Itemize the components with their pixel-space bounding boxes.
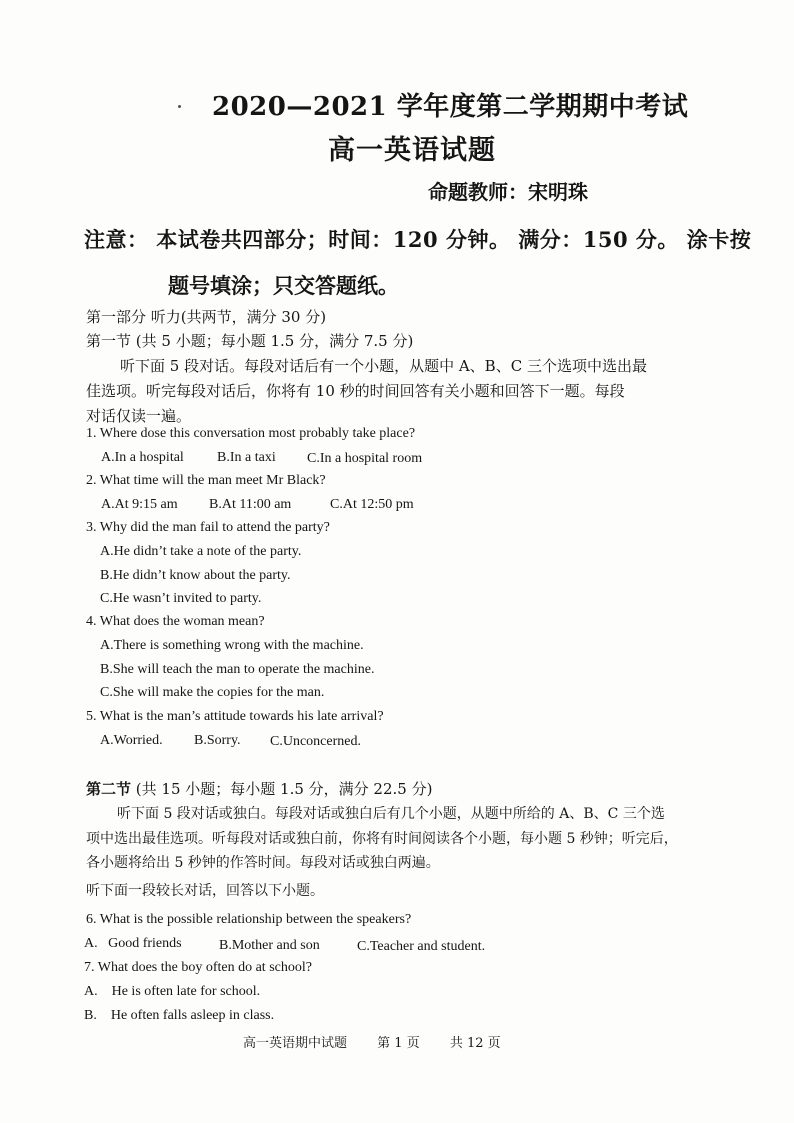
question-4-option-b: B.She will teach the man to operate the machine. (100, 662, 375, 677)
footer-total-pages: 共 12 页 (449, 1036, 501, 1051)
question-6-stem: 6. What is the possible relationship between the speakers? (86, 912, 412, 927)
section-2-instructions-2: 项中选出最佳选项。听每段对话或独白前，你将有时间阅读各个小题，每小题 5 秒钟；听完后， (86, 831, 678, 847)
part-1-heading: 第一部分 听力(共两节，满分 30 分) (86, 308, 327, 326)
section-2-instructions-3: 各小题将给出 5 秒钟的作答时间。每段对话或独白两遍。 (86, 855, 440, 871)
question-5-option-a: A.Worried. (100, 733, 163, 748)
question-5-option-c: C.Unconcerned. (270, 734, 361, 749)
exam-title: 2020—2021 学年度第二学期期中考试 (212, 92, 689, 122)
notice-line-1: 注意： 本试卷共四部分；时间：120 分钟。 满分：150 分。 涂卡按 (84, 227, 752, 252)
question-7-option-a: A. He is often late for school. (84, 984, 261, 999)
section-2-instructions-1: 听下面 5 段对话或独白。每段对话或独白后有几个小题，从题中所给的 A、B、C 三个选 (117, 806, 665, 822)
section-2-heading-bold: 第二节 (86, 780, 132, 798)
question-3-stem: 3. Why did the man fail to attend the party? (86, 520, 330, 535)
section-1-instructions-1: 听下面 5 段对话。每段对话后有一个小题，从题中 A、B、C 三个选项中选出最 (120, 357, 647, 375)
section-1-instructions-3: 对话仅读一遍。 (86, 407, 192, 425)
question-6-option-c: C.Teacher and student. (357, 939, 486, 954)
question-3-option-c: C.He wasn’t invited to party. (100, 591, 262, 606)
question-4-stem: 4. What does the woman mean? (86, 614, 265, 629)
section-2-heading-rest: (共 15 小题；每小题 1.5 分，满分 22.5 分) (135, 780, 433, 798)
footer-page-number: 第 1 页 (377, 1036, 420, 1051)
section-1-heading: 第一节 (共 5 小题；每小题 1.5 分，满分 7.5 分) (86, 332, 414, 350)
section-2-sub-instruction: 听下面一段较长对话，回答以下小题。 (86, 883, 324, 899)
question-1-option-a: A.In a hospital (101, 450, 184, 465)
question-6-option-a: A. Good friends (84, 936, 182, 951)
question-5-option-b: B.Sorry. (194, 733, 241, 748)
question-4-option-c: C.She will make the copies for the man. (100, 685, 325, 700)
paper-subject-title: 高一英语试题 (328, 135, 496, 166)
question-2-option-a: A.At 9:15 am (101, 497, 178, 512)
question-2-stem: 2. What time will the man meet Mr Black? (86, 473, 326, 488)
question-2-option-c: C.At 12:50 pm (330, 497, 414, 512)
speck-dot (178, 105, 181, 108)
question-7-option-b: B. He often falls asleep in class. (84, 1008, 275, 1023)
author-line: 命题教师：宋明珠 (428, 180, 588, 204)
question-7-stem: 7. What does the boy often do at school? (84, 960, 312, 975)
question-1-option-c: C.In a hospital room (307, 451, 423, 466)
footer-exam-name: 高一英语期中试题 (243, 1036, 348, 1051)
question-6-option-b: B.Mother and son (219, 938, 320, 953)
question-4-option-a: A.There is something wrong with the machine. (100, 638, 364, 653)
page-footer (243, 1032, 527, 1051)
section-1-instructions-2: 佳选项。听完每段对话后，你将有 10 秒的时间回答有关小题和回答下一题。每段 (86, 382, 625, 400)
question-3-option-a: A.He didn’t take a note of the party. (100, 544, 302, 559)
question-1-option-b: B.In a taxi (217, 450, 276, 465)
question-5-stem: 5. What is the man’s attitude towards his late arrival? (86, 709, 384, 724)
question-3-option-b: B.He didn’t know about the party. (100, 568, 291, 583)
notice-line-2: 题号填涂；只交答题纸。 (168, 273, 399, 298)
question-2-option-b: B.At 11:00 am (209, 497, 292, 512)
section-2-heading (86, 778, 432, 799)
question-1-stem: 1. Where dose this conversation most probably take place? (86, 426, 416, 441)
